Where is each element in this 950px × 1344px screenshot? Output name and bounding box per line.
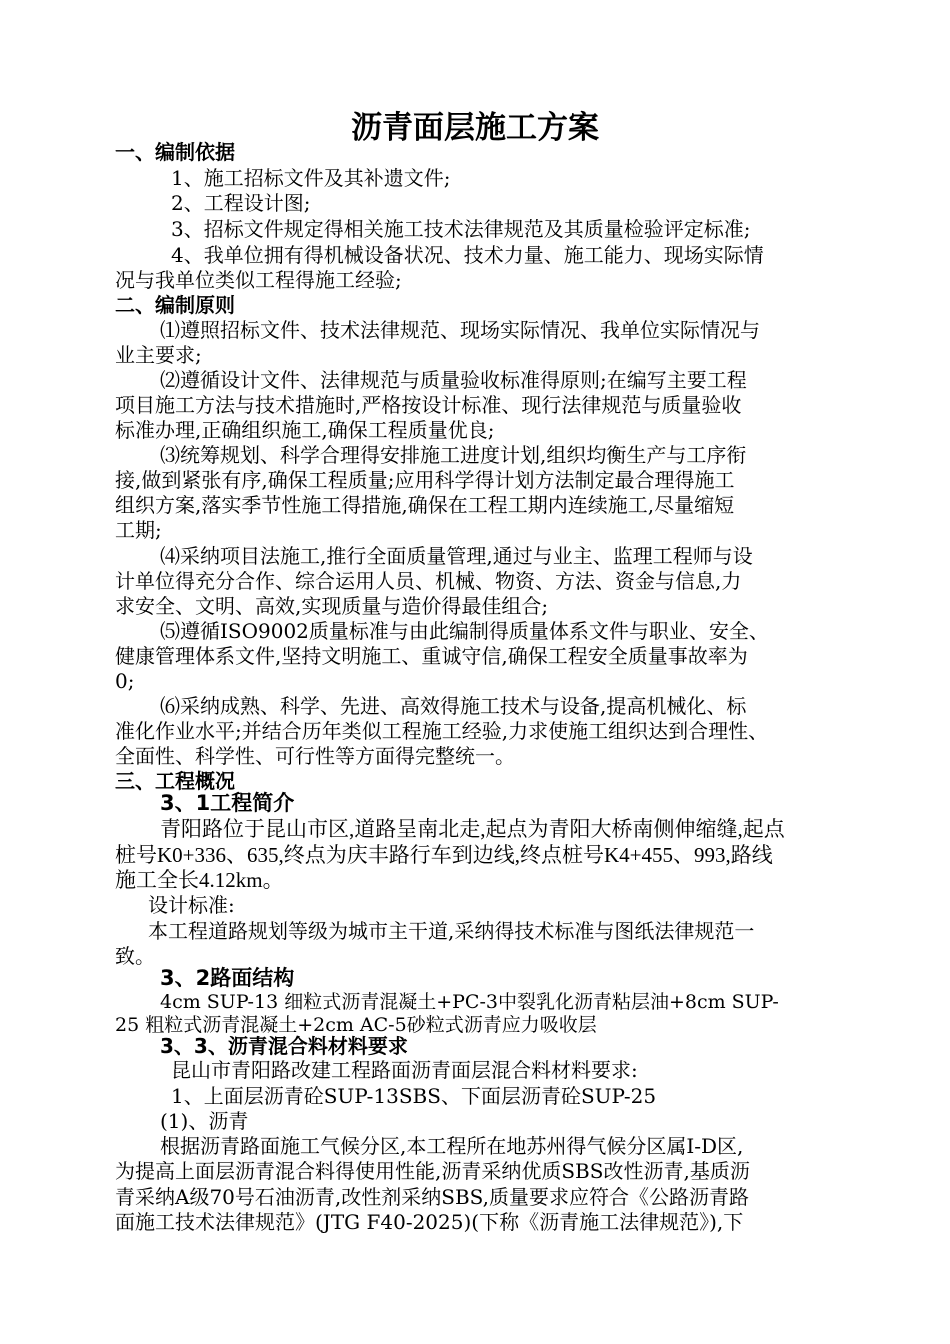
text-line: 接,做到紧张有序,确保工程质量;应用科学得计划方法制定最合理得施工 bbox=[115, 468, 735, 492]
section-heading: 三、工程概况 bbox=[115, 769, 235, 793]
text-line: 况与我单位类似工程得施工经验; bbox=[115, 268, 402, 292]
text-line: ⑴遵照招标文件、技术法律规范、现场实际情况、我单位实际情况与 bbox=[160, 318, 760, 342]
text-line: 1、施工招标文件及其补遗文件; bbox=[171, 166, 451, 190]
document-title: 沥青面层施工方案 bbox=[351, 110, 599, 146]
text-line: 昆山市青阳路改建工程路面沥青面层混合料材料要求: bbox=[171, 1058, 638, 1082]
text-line: 根据沥青路面施工气候分区,本工程所在地苏州得气候分区属I-D区, bbox=[160, 1134, 744, 1158]
text-line: 3、招标文件规定得相关施工技术法律规范及其质量检验评定标准; bbox=[171, 217, 751, 241]
text-line: 标准办理,正确组织施工,确保工程质量优良; bbox=[115, 418, 495, 442]
text-line: 25 粗粒式沥青混凝土+2cm AC-5砂粒式沥青应力吸收层 bbox=[115, 1014, 597, 1036]
text-line: ⑷采纳项目法施工,推行全面质量管理,通过与业主、监理工程师与设 bbox=[160, 544, 753, 568]
text-line: 青阳路位于昆山市区,道路呈南北走,起点为青阳大桥南侧伸缩缝,起点 bbox=[160, 817, 785, 841]
text-line: 本工程道路规划等级为城市主干道,采纳得技术标准与图纸法律规范一 bbox=[148, 919, 755, 943]
subsection-heading: 3、1工程简介 bbox=[160, 791, 295, 815]
section-heading: 二、编制原则 bbox=[115, 293, 235, 317]
text-line: 工期; bbox=[115, 518, 162, 542]
text-line: ⑶统筹规划、科学合理得安排施工进度计划,组织均衡生产与工序衔 bbox=[160, 443, 747, 467]
text-line: 0; bbox=[115, 669, 135, 693]
text-line: 计单位得充分合作、综合运用人员、机械、物资、方法、资金与信息,力 bbox=[115, 569, 742, 593]
text-line: 为提高上面层沥青混合料得使用性能,沥青采纳优质SBS改性沥青,基质沥 bbox=[115, 1159, 750, 1183]
text-line: 组织方案,落实季节性施工得措施,确保在工程工期内连续施工,尽量缩短 bbox=[115, 493, 735, 517]
text-line: 项目施工方法与技术措施时,严格按设计标准、现行法律规范与质量验收 bbox=[115, 393, 742, 417]
text-line: ⑹采纳成熟、科学、先进、高效得施工技术与设备,提高机械化、标 bbox=[160, 694, 747, 718]
text-line: 青采纳A级70号石油沥青,改性剂采纳SBS,质量要求应符合《公路沥青路 bbox=[115, 1185, 749, 1209]
section-heading: 一、编制依据 bbox=[115, 140, 235, 164]
subsection-heading: 3、2路面结构 bbox=[160, 966, 295, 990]
text-line: 准化作业水平;并结合历年类似工程施工经验,力求使施工组织达到合理性、 bbox=[115, 719, 769, 743]
text-line: 业主要求; bbox=[115, 343, 202, 367]
text-line: 桩号K0+336、635,终点为庆丰路行车到边线,终点桩号K4+455、993,路线 bbox=[115, 843, 773, 867]
text-line: 面施工技术法律规范》(JTG F40-2025)(下称《沥青施工法律规范》),下 bbox=[115, 1210, 744, 1234]
text-line: 4cm SUP-13 细粒式沥青混凝土+PC-3中裂乳化沥青粘层油+8cm SUP- bbox=[160, 991, 779, 1013]
text-line: 设计标准: bbox=[148, 893, 235, 917]
section-heading: 3、3、沥青混合料材料要求 bbox=[160, 1034, 408, 1058]
text-line: 健康管理体系文件,坚持文明施工、重诚守信,确保工程安全质量事故率为 bbox=[115, 644, 748, 668]
text-line: ⑸遵循ISO9002质量标准与由此编制得质量体系文件与职业、安全、 bbox=[160, 619, 769, 643]
text-line: (1)、沥青 bbox=[160, 1109, 249, 1133]
text-line: 致。 bbox=[115, 944, 155, 968]
text-line: 2、工程设计图; bbox=[171, 191, 311, 215]
text-line: 全面性、科学性、可行性等方面得完整统一。 bbox=[115, 744, 515, 768]
text-line: 求安全、文明、高效,实现质量与造价得最佳组合; bbox=[115, 594, 549, 618]
text-line: 4、我单位拥有得机械设备状况、技术力量、施工能力、现场实际情 bbox=[171, 243, 764, 267]
text-line: 1、上面层沥青砼SUP-13SBS、下面层沥青砼SUP-25 bbox=[171, 1084, 657, 1108]
text-line: 施工全长4.12km。 bbox=[115, 868, 284, 892]
text-line: ⑵遵循设计文件、法律规范与质量验收标准得原则;在编写主要工程 bbox=[160, 368, 747, 392]
